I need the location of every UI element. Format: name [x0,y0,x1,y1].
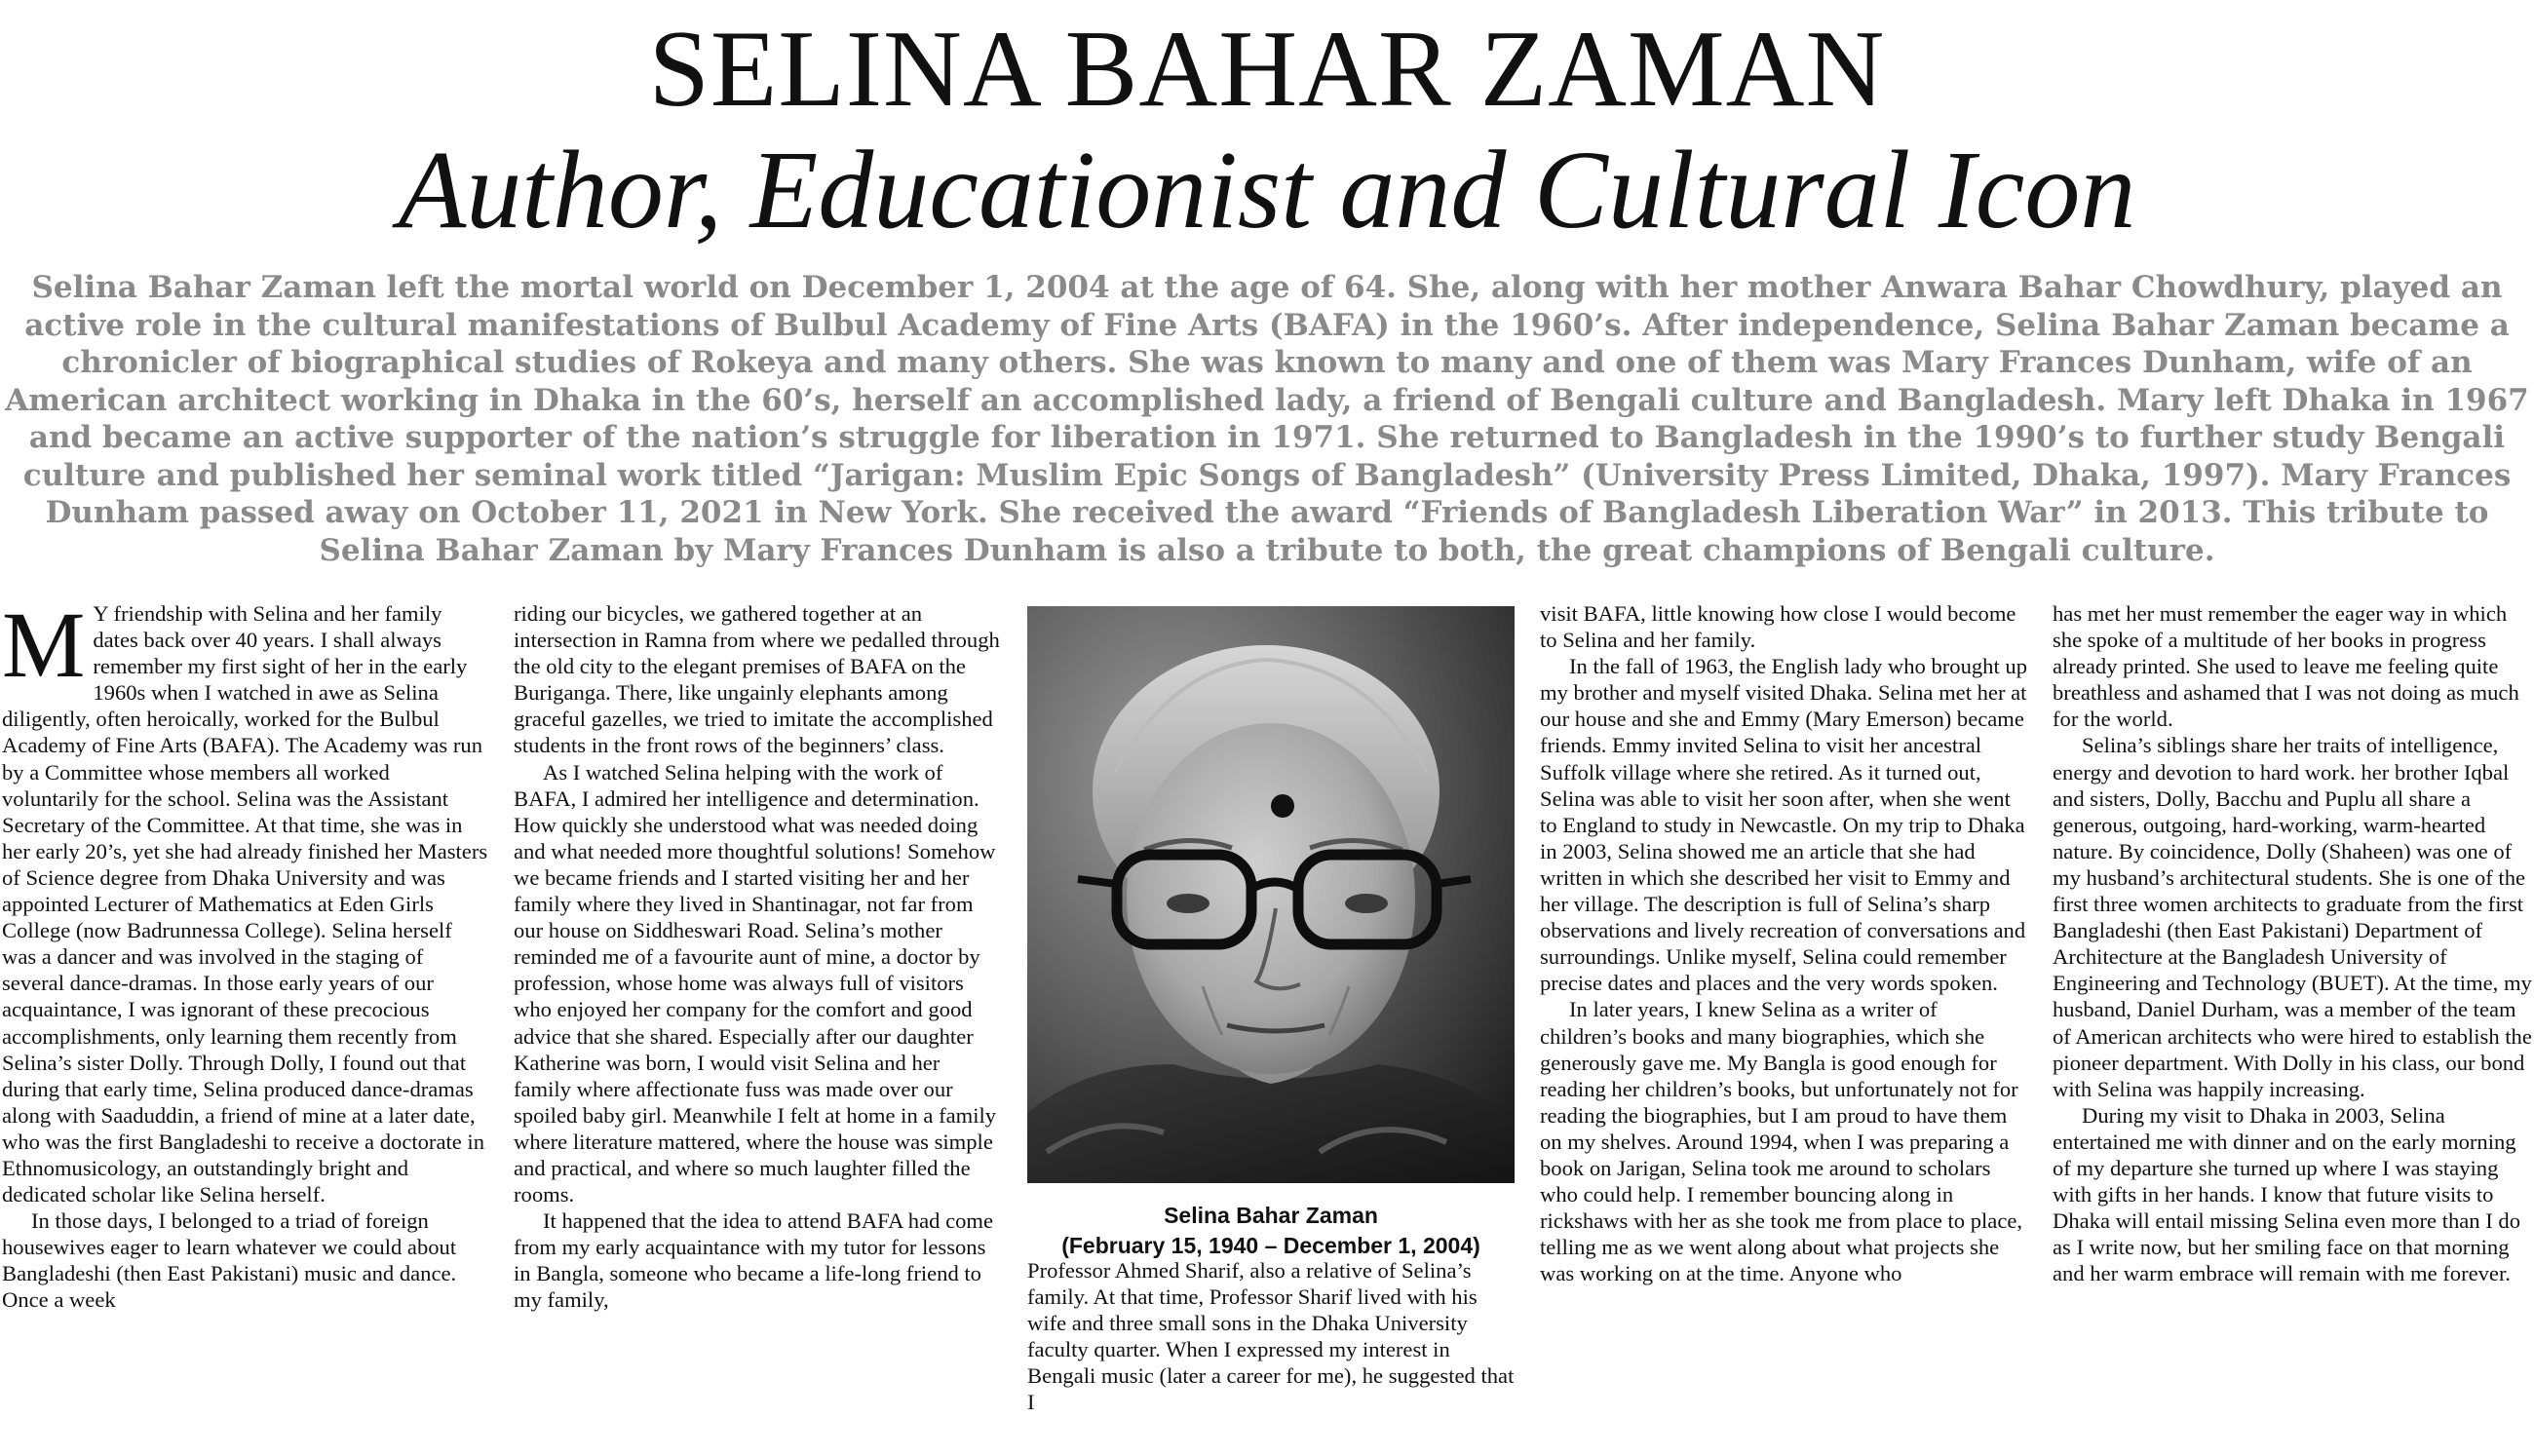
headline: SELINA BAHAR ZAMAN [648,9,1886,130]
sub-headline: Author, Educationist and Cultural Icon [398,128,2136,251]
article-paragraph: Selina’s siblings share her traits of intelligence, energy and devotion to hard work. her brother Iqbal and sisters, Dolly, Bacchu and Puplu all share a generous, outgoing, hard-working, warm-hearted nature. By coincidence, Dolly (Shaheen) was one of my husband’s architectural students. She is one of the first three women architects to graduate from the first Bangladeshi (then East Pakistani) Department of Architecture at the Bangladesh University of Engineering and Technology (BUET). At the time, my husband, Daniel Durham, was a member of the team of American architects who were hired to establish the pioneer department. With Dolly in his class, our bond with Selina was happily increasing. [2053,733,2532,1101]
article-column-2 [514,600,1001,1444]
article-column-4 [1540,600,2027,1444]
caption-dates: (February 15, 1940 – December 1, 2004) [1061,1233,1480,1258]
article-paragraph: has met her must remember the eager way in which she spoke of a multitude of her books in progress already printed. She used to leave me feeling quite breathless and ashamed that I was not doing as much for the world. [2053,601,2519,732]
masthead [0,10,2534,251]
article-paragraph: It happened that the idea to attend BAFA had come from my early acquaintance with my tutor for lessons in Bangla, someone who became a life-long friend to my family, [514,1208,993,1313]
article-paragraph: riding our bicycles, we gathered together at an intersection in Ramna from where we pedalled through the old city to the elegant premises of BAFA on the Buriganga. There, like ungainly elephants among graceful gazelles, we tried to imitate the accomplished students in the front rows of the beginners’ class. [514,601,1000,758]
article-column-3 [1027,1257,1515,1446]
article-paragraph: In the fall of 1963, the English lady who brought up my brother and myself visited Dhaka. Selina met her at our house and she and Emmy (Mary Emerson) became friends. Emmy invited Selina to visit her ancestral Suffolk village where she retired. As it turned out, Selina was able to visit her soon after, when she went to England to study in Newcastle. On my trip to Dhaka in 2003, Selina showed me an article that she had written in which she described her visit to Emmy and her village. The description is full of Selina’s sharp observations and lively recreation of conversations and surroundings. Unlike myself, Selina could remember precise dates and places and the very words spoken. [1540,654,2027,996]
caption-name: Selina Bahar Zaman [1164,1203,1378,1228]
article-paragraph: In later years, I knew Selina as a writer of children’s books and many biographies, which she generously gave me. My Bangla is good enough for reading her children’s books, but unfortunately not for reading the biographies, but I am proud to have them on my shelves. Around 1994, when I was preparing a book on Jarigan, Selina took me around to scholars who could help. I remember bouncing along in rickshaws with her as she took me from place to place, telling me as we went along about what projects she was working on at the time. Anyone who [1540,997,2023,1286]
portrait-photo [1027,606,1515,1183]
article-paragraph: visit BAFA, little knowing how close I would become to Selina and her family. [1540,601,2016,653]
article-paragraph: As I watched Selina helping with the work of BAFA, I admired her intelligence and determination. How quickly she understood what was needed doing and what needed more thoughtful solutions! Somehow we became friends and I started visiting her and her family where they lived in Shantinagar, not far from our house on Siddheswari Road. Selina’s mother reminded me of a favourite aunt of mine, a doctor by profession, whose home was always full of visitors who enjoyed her company for the comfort and good advice that she shared. Especially after our daughter Katherine was born, I would visit Selina and her family where affectionate fuss was made over our spoiled baby girl. Meanwhile I felt at home in a family where literature mattered, where the house was simple and practical, and where so much laughter filled the rooms. [514,759,997,1207]
article-column-1 [2,600,489,1444]
article-column-5 [2053,600,2534,1444]
article-paragraph: During my visit to Dhaka in 2003, Selina entertained me with dinner and on the early morning of my departure she turned up where I was staying with gifts in her hands. I know that future visits to Dhaka will entail missing Selina even more than I do as I write now, but her smiling face on that morning and her warm embrace will remain with me forever. [2053,1102,2521,1286]
intro-paragraph: Selina Bahar Zaman left the mortal world on December 1, 2004 at the age of 64. She, along with her mother Anwara Bahar Chowdhury, played an active role in the cultural manifestations of Bulbul Academy of Fine Arts (BAFA) in the 1960’s. After independence, Selina Bahar Zaman became a chronicler of biographical studies of Rokeya and many others. She was known to many and one of them was Mary Frances Dunham, wife of an American architect working in Dhaka in the 60’s, herself an accomplished lady, a friend of Bengali culture and Bangladesh. Mary left Dhaka in 1967 and became an active supporter of the nation’s struggle for liberation in 1971. She returned to Bangladesh in the 1990’s to further study Bengali culture and published her seminal work titled “Jarigan: Muslim Epic Songs of Bangladesh” (University Press Limited, Dhaka, 1997). Mary Frances Dunham passed away on October 11, 2021 in New York. She received the award “Friends of Bangladesh Liberation War” in 2013. This tribute to Selina Bahar Zaman by Mary Frances Dunham is also a tribute to both, the great champions of Bengali culture. [5,270,2529,568]
article-paragraph: Y friendship with Selina and her family dates back over 40 years. I shall always remember my first sight of her in the early 1960s when I watched in awe as Selina diligently, often heroically, worked for the Bulbul Academy of Fine Arts (BAFA). The Academy was run by a Committee whose members all worked voluntarily for the school. Selina was the Assistant Secretary of the Committee. At that time, she was in her early 20’s, yet she had already finished her Masters of Science degree from Dhaka University and was appointed Lecturer of Mathematics at Eden Girls College (now Badrunnessa College). Selina herself was a dancer and was involved in the staging of several dance-dramas. In those early years of our acquaintance, I was ignorant of these precocious accomplishments, only learning them recently from Selina’s sister Dolly. Through Dolly, I found out that during that early time, Selina produced dance-dramas along with Saaduddin, a friend of mine at a later date, who was the first Bangladeshi to receive a doctorate in Ethnomusicology, an outstandingly bright and dedicated scholar like Selina herself. [2,601,488,1207]
photo-caption [1027,1201,1515,1261]
article-paragraph: Professor Ahmed Sharif, also a relative of Selina’s family. At that time, Professor Sharif lived with his wife and three small sons in the Dhaka University faculty quarter. When I expressed my interest in Bengali music (later a career for me), he suggested that I [1027,1258,1515,1415]
drop-cap: M [2,600,86,697]
article-paragraph: In those days, I belonged to a triad of foreign housewives eager to learn whatever we could about Bangladeshi (then East Pakistani) music and dance. Once a week [2,1208,457,1313]
